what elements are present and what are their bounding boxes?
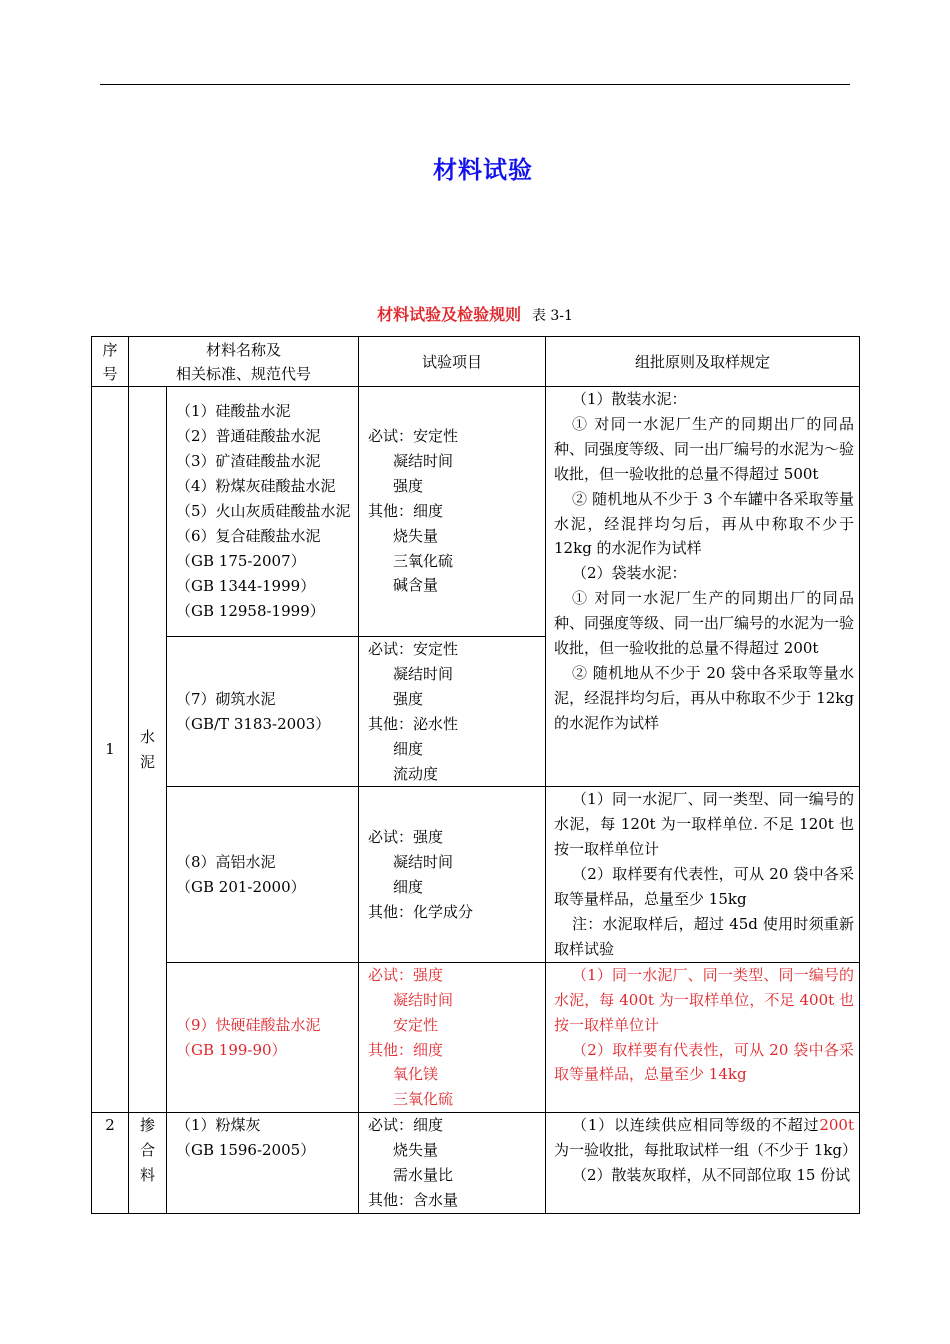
material-name: （6）复合硅酸盐水泥 [176, 526, 321, 545]
rule-paragraph: （2）袋装水泥： [572, 564, 687, 583]
sampling-rule-cell [546, 387, 860, 787]
test-item: 强度 [393, 476, 424, 495]
rule-text: （1）以连续供应相同等级的不超过 [572, 1116, 820, 1135]
test-item: 细度 [393, 739, 424, 758]
sampling-rule-cell [546, 962, 860, 1112]
standard-code: （GB 175-2007） [176, 551, 306, 570]
rule-note: 注：水泥取样后，超过 45d 使用时须重新取样试验 [554, 914, 855, 958]
material-name: （3）矿渣硅酸盐水泥 [176, 452, 321, 471]
sampling-rule-cell [546, 1113, 860, 1214]
rule-paragraph [554, 1113, 858, 1163]
test-item: 必试：强度 [368, 827, 444, 846]
material-name-cell [167, 387, 359, 637]
rule-paragraph: ① 对同一水泥厂生产的同期出厂的同品种、同强度等级、同一出厂编号的水泥为一验收批，但一验收批的总量不得超过 200t [554, 589, 855, 658]
materials-test-table [91, 336, 860, 1214]
header-test: 试验项目 [359, 337, 546, 387]
header-rule [100, 84, 850, 85]
test-item: 凝结时间 [393, 990, 454, 1009]
table-row-highlighted [92, 962, 860, 1112]
material-name: （1）粉煤灰 [176, 1116, 261, 1135]
test-items-cell [359, 962, 546, 1112]
sampling-rule-cell [546, 787, 860, 962]
header-name [129, 337, 359, 387]
test-item: 强度 [393, 689, 424, 708]
table-caption [0, 302, 950, 325]
group-seq: 2 [92, 1113, 129, 1214]
test-item: 必试：安定性 [368, 427, 459, 445]
group-category [129, 1113, 167, 1214]
standard-code: （GB 201-2000） [176, 877, 306, 896]
material-name: （8）高铝水泥 [176, 852, 276, 871]
rule-paragraph: （1）同一水泥厂、同一类型、同一编号的水泥，每 120t 为一取样单位. 不足 120t 也按一取样单位计 [554, 790, 855, 859]
test-item: 其他：细度 [368, 1040, 444, 1059]
test-items-cell [359, 387, 546, 637]
document-title: 材料试验 [433, 156, 533, 184]
test-item: 碱含量 [393, 576, 439, 595]
test-item: 凝结时间 [393, 852, 454, 871]
header-rule: 组批原则及取样规定 [546, 337, 860, 387]
standard-code: （GB 199-90） [176, 1040, 287, 1059]
test-item: 烧失量 [393, 1141, 439, 1160]
material-name: （1）硅酸盐水泥 [176, 402, 291, 421]
test-item: 必试：强度 [368, 965, 444, 984]
header-name-line-2: 相关标准、规范代号 [176, 364, 312, 383]
test-items-cell [359, 787, 546, 962]
test-item: 需水量比 [393, 1166, 454, 1185]
material-name-cell [167, 1113, 359, 1214]
standard-code: （GB 1596-2005） [176, 1141, 316, 1160]
group-category [129, 387, 167, 1113]
rule-paragraph: （1）散装水泥： [572, 390, 687, 408]
header-seq-line-1: 序 [102, 340, 118, 359]
material-name-cell [167, 787, 359, 962]
test-item: 安定性 [393, 1015, 439, 1034]
rule-highlight-value: 200t [819, 1116, 855, 1135]
rule-paragraph: （2）取样要有代表性，可从 20 袋中各采取等量样品，总量至少 15kg [554, 865, 855, 909]
material-name: （9）快硬硅酸盐水泥 [176, 1015, 321, 1034]
header-seq [92, 337, 129, 387]
rule-text: 为一验收批，每批取试样一组（不少于 1kg） [554, 1141, 858, 1160]
test-items-cell [359, 637, 546, 787]
test-item: 三氧化硫 [393, 1090, 454, 1109]
test-item: 烧失量 [393, 526, 439, 545]
test-items-cell [359, 1113, 546, 1214]
rule-paragraph: ② 随机地从不少于 3 个车罐中各采取等量水泥，经混拌均匀后，再从中称取不少于 12kg 的水泥作为试样 [554, 489, 855, 558]
material-name: （2）普通硅酸盐水泥 [176, 427, 321, 446]
test-item: 细度 [393, 877, 424, 896]
table-header-row [92, 337, 860, 387]
rule-paragraph: （1）同一水泥厂、同一类型、同一编号的水泥，每 400t 为一取样单位，不足 400t 也按一取样单位计 [554, 965, 855, 1034]
material-name: （4）粉煤灰硅酸盐水泥 [176, 477, 336, 496]
header-seq-line-2: 号 [102, 364, 118, 383]
test-item: 流动度 [393, 764, 439, 783]
header-name-line-1: 材料名称及 [206, 340, 282, 359]
test-item: 必试：细度 [368, 1116, 444, 1135]
test-item: 必试：安定性 [368, 640, 459, 658]
table-row [92, 1113, 860, 1214]
material-name: （5）火山灰质硅酸盐水泥 [176, 502, 351, 521]
material-name: （7）砌筑水泥 [176, 689, 276, 708]
rule-paragraph: （2）散装灰取样，从不同部位取 15 份试 [572, 1166, 851, 1185]
test-item: 其他：泌水性 [368, 714, 459, 733]
test-item: 其他：细度 [368, 501, 444, 520]
rule-paragraph: （2）取样要有代表性，可从 20 袋中各采取等量样品，总量至少 14kg [554, 1040, 855, 1084]
group-seq: 1 [92, 387, 129, 1113]
table-caption-title: 材料试验及检验规则 [377, 305, 522, 324]
category-label: 水泥 [139, 727, 155, 771]
table-row [92, 387, 860, 637]
standard-code: （GB/T 3183-2003） [176, 714, 331, 733]
test-item: 凝结时间 [393, 664, 454, 683]
material-name-cell [167, 637, 359, 787]
test-item: 其他：化学成分 [368, 902, 474, 921]
table-number: 表 3-1 [531, 308, 573, 324]
test-item: 其他：含水量 [368, 1190, 459, 1209]
table-row [92, 787, 860, 962]
standard-code: （GB 12958-1999） [176, 601, 325, 620]
rule-paragraph: ① 对同一水泥厂生产的同期出厂的同品种、同强度等级、同一出厂编号的水泥为～验收批，但一验收批的总量不得超过 500t [554, 414, 855, 483]
test-item: 三氧化硫 [393, 551, 454, 570]
material-name-cell [167, 962, 359, 1112]
standard-code: （GB 1344-1999） [176, 576, 316, 595]
test-item: 氧化镁 [393, 1065, 439, 1084]
category-label: 掺合料 [139, 1116, 155, 1185]
rule-paragraph: ② 随机地从不少于 20 袋中各采取等量水泥，经混拌均匀后，再从中称取不少于 12kg 的水泥作为试样 [554, 663, 855, 732]
test-item: 凝结时间 [393, 451, 454, 470]
